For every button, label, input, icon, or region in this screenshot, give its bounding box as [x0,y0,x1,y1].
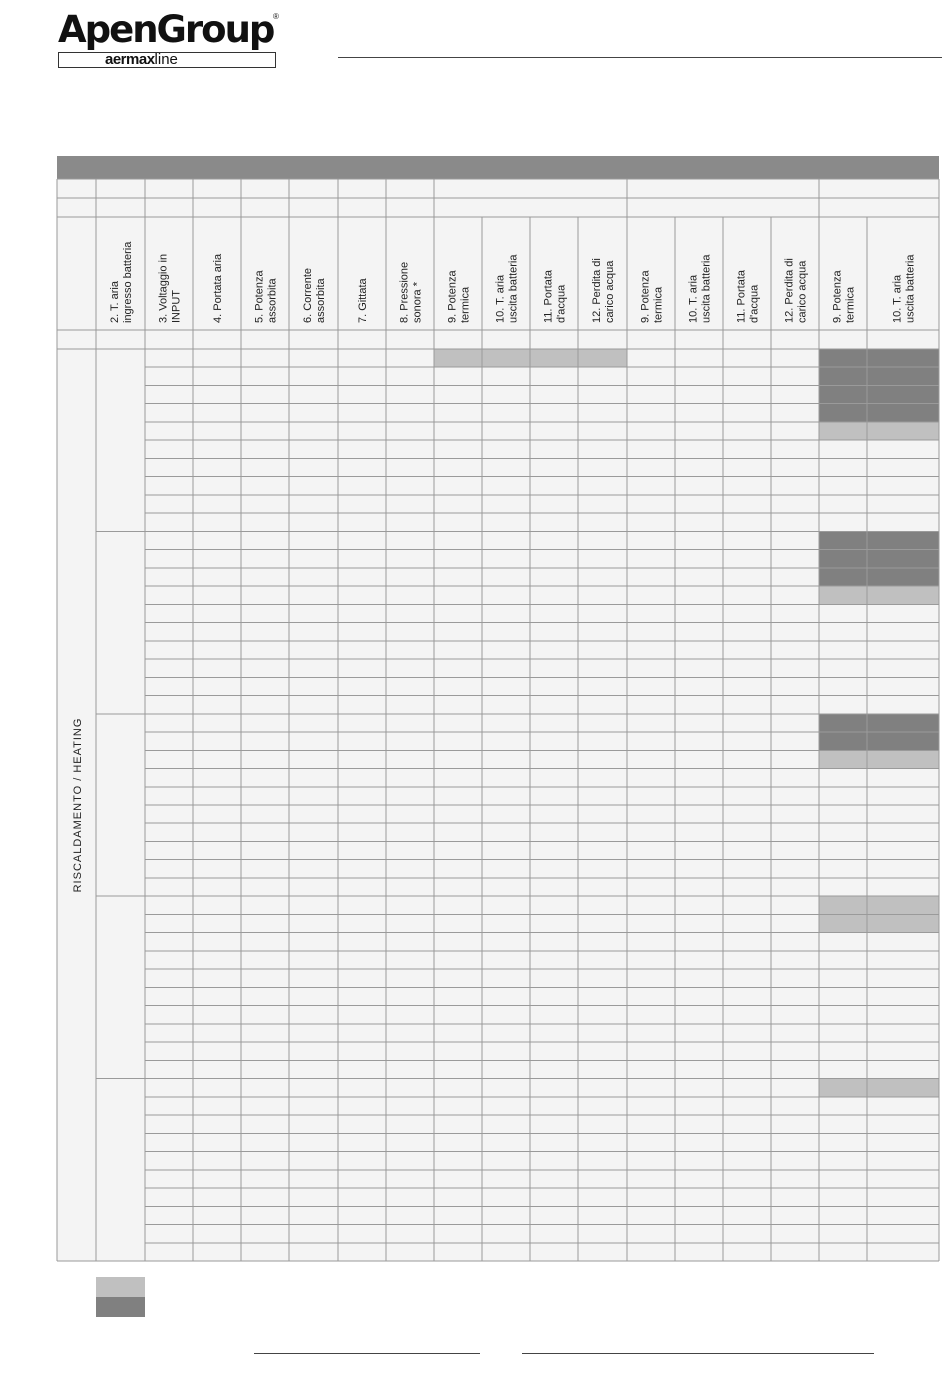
shaded-cell [819,367,939,385]
shaded-cell [819,531,939,549]
shaded-cell [819,550,939,568]
column-header-label: 7. Gittata [357,278,369,323]
column-header-label: carico acqua [604,260,616,323]
column-header-label: 4. Portata aria [212,253,224,323]
column-header-label: 12. Perdita di [783,258,796,323]
shaded-cell [819,1079,939,1097]
column-header-label: termica [844,286,857,323]
column-header-label: 9. Potenza [446,270,459,323]
column-header-label: d'acqua [748,284,761,323]
column-header-label: 3. Voltaggio in [157,253,170,323]
shaded-cell [819,422,939,440]
logo-line-bold: aermax [105,51,155,68]
column-header-label: d'acqua [555,284,568,323]
shaded-cell [819,586,939,604]
column-header-label: 11. Portata [735,270,748,323]
legend-dark-grey-swatch [96,1297,145,1317]
column-header-label: 2. T. aria [109,281,121,323]
shaded-cell [819,896,939,914]
column-header-label: assorbita [266,278,279,323]
column-header-label: carico acqua [796,260,809,323]
column-header-label: termica [459,286,472,323]
column-header-label: 10. T. aria [494,274,507,323]
footer-rule-right [522,1353,874,1354]
row-group-label: RISCALDAMENTO / HEATING [72,717,84,893]
column-header-label: 6. Corrente [302,267,314,323]
column-header-label: 8. Pressione [398,261,411,323]
shaded-cell [819,568,939,586]
shaded-cell [819,404,939,422]
column-header-label: termica [652,286,665,323]
column-header-label: 10. T. aria [891,274,904,323]
legend-light-grey-swatch [96,1277,145,1297]
logo-brand-text: ApenGroup [58,8,274,51]
shaded-cell [819,914,939,932]
column-header-label: 9. Potenza [831,270,844,323]
shaded-cell [819,385,939,403]
shaded-cell [819,732,939,750]
column-header-label: uscita batteria [700,254,713,323]
column-header-label: ingresso batteria [122,241,134,323]
shaded-cell [819,714,939,732]
logo-registered-mark: ® [273,12,279,21]
table-background [57,179,939,1261]
column-header-label: 5. Potenza [253,270,266,323]
column-header-label: INPUT [170,290,183,323]
column-header-label: sonora * [411,282,424,323]
shaded-cell [819,349,939,367]
logo-line-light: line [154,51,178,68]
footer-rule-left [254,1353,480,1354]
column-header-label: uscita batteria [904,254,917,323]
column-header-label: 9. Potenza [639,270,652,323]
shaded-cell [819,750,939,768]
column-header-label: assorbita [315,278,327,323]
column-header-label: 12. Perdita di [591,258,603,323]
column-header-label: uscita batteria [507,254,520,323]
column-header-label: 11. Portata [542,270,555,323]
column-header-label: 10. T. aria [687,274,700,323]
